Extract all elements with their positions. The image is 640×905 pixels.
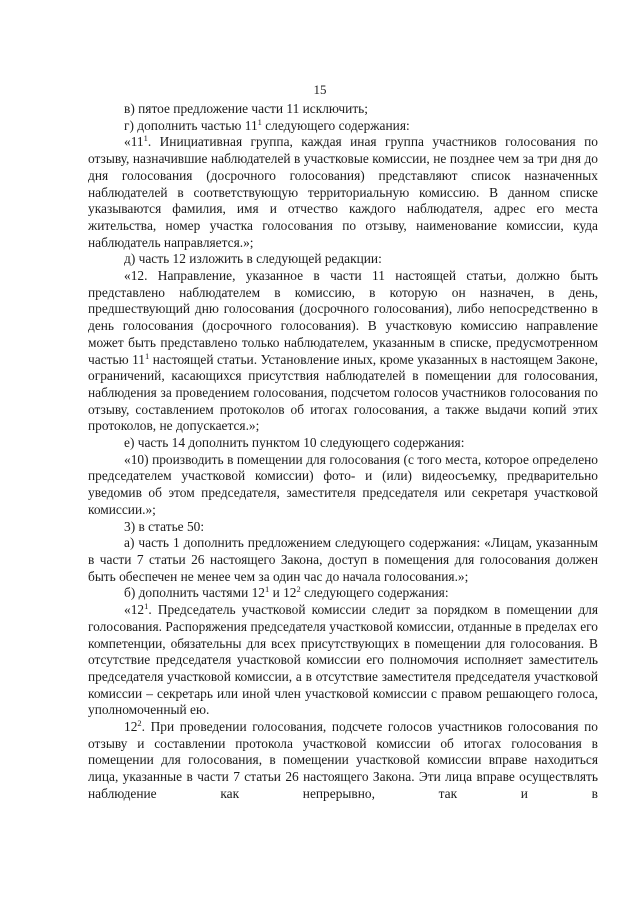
paragraph-4 — [88, 251, 598, 268]
text-run: «12 — [124, 602, 145, 618]
text-run: г) дополнить частью 11 — [124, 117, 258, 133]
superscript: 1 — [257, 116, 262, 127]
paragraph-3 — [88, 134, 598, 251]
text-run: следующего содержания: — [300, 585, 449, 601]
paragraph-12 — [88, 719, 598, 803]
text-run: и 12 — [269, 585, 297, 601]
superscript: 1 — [145, 350, 150, 361]
text-run: «12. Направление, указанное в части 11 настоящей статьи, должно быть представлено наблюдателем в комиссию, в которую он назначен, в день, предшествующий дню голосования (досрочного голосования), либо непосредственно в день голосования (досрочного голосования). В участковую комиссию направление может быть представлено только наблюдателем, указанным в списке, предусмотренном частью 11 — [88, 268, 598, 367]
paragraph-8 — [88, 519, 598, 536]
paragraph-1 — [88, 101, 598, 118]
superscript: 1 — [264, 584, 270, 595]
paragraph-9 — [88, 535, 598, 585]
superscript: 1 — [144, 601, 149, 612]
text-run: 3) в статье 50: — [124, 518, 205, 534]
paragraph-2 — [88, 118, 598, 135]
text-run: 12 — [124, 719, 138, 735]
text-run: а) часть 1 дополнить предложением следующего содержания: «Лицам, указанным в части 7 статьи 26 настоящего Закона, доступ в помещения для голосования должен быть обеспечен не менее чем за один час до начала голосования.»; — [88, 535, 598, 584]
text-run: . Председатель участковой комиссии следит за порядком в помещении для голосования. Распоряжения председателя участковой комиссии, отданные в пределах его компетенции, обязательны для всех присутствующих в помещении для голосования. В отсутствие председателя участковой комиссии его полномочия исполняет заместитель председателя участковой комиссии, а в отсутствие заместителя председателя участковой комиссии – секретарь или иной член участковой комиссии с правом решающего голоса, уполномоченный ею. — [88, 602, 598, 718]
page-number: 15 — [313, 82, 327, 97]
text-run: б) дополнить частями 12 — [124, 585, 265, 601]
paragraph-6 — [88, 435, 598, 452]
text-run: д) часть 12 изложить в следующей редакции: — [124, 251, 382, 267]
paragraph-5 — [88, 268, 598, 435]
text-run: . При проведении голосования, подсчете голосов участников голосования по отзыву и составлении протокола участковой комиссии об итогах голосования в помещении для голосования, в помещении участковой комиссии вправе находиться лица, указанные в части 7 статьи 26 настоящего Закона. Эти лица вправе осуществлять наблюдение как непрерывно, так и в — [88, 719, 598, 801]
text-run: е) часть 14 дополнить пунктом 10 следующего содержания: — [124, 435, 465, 451]
paragraph-10 — [88, 585, 598, 602]
paragraph-11 — [88, 602, 598, 719]
text-run: следующего содержания: — [261, 117, 410, 133]
text-run: настоящей статьи. Установление иных, кроме указанных в настоящем Законе, ограничений, касающихся присутствия наблюдателей в помещении для голосования, наблюдения за проведением голосования, подсчетом голосов участников голосования по отзыву, составлением протоколов об итогах голосования, а также выдачи копий этих протоколов, не допускается.»; — [88, 351, 598, 434]
text-run: «10) производить в помещении для голосования (с того места, которое определено председателем участковой комиссии) фото- и (или) видеосъемку, предварительно уведомив об этом председателя, заместителя председателя или секретаря участковой комиссии.»; — [88, 451, 598, 517]
superscript: 2 — [296, 584, 301, 595]
text-run: . Инициативная группа, каждая иная группа участников голосования по отзыву, назначившие наблюдателей в участковые комиссии, не позднее чем за три дня до дня голосования (досрочного голосования) представляют список назначенных наблюдателей в соответствующую территориальную комиссию. В данном списке указываются фамилия, имя и отчество каждого наблюдателя, адрес его места жительства, номер участка голосования по отзыву, наименование комиссии, куда наблюдатель направляется.»; — [88, 134, 598, 250]
superscript: 2 — [137, 718, 142, 729]
text-run: «11 — [124, 134, 144, 150]
document-body — [88, 101, 598, 803]
text-run: в) пятое предложение части 11 исключить; — [124, 101, 369, 116]
paragraph-7 — [88, 452, 598, 519]
superscript: 1 — [143, 133, 148, 144]
